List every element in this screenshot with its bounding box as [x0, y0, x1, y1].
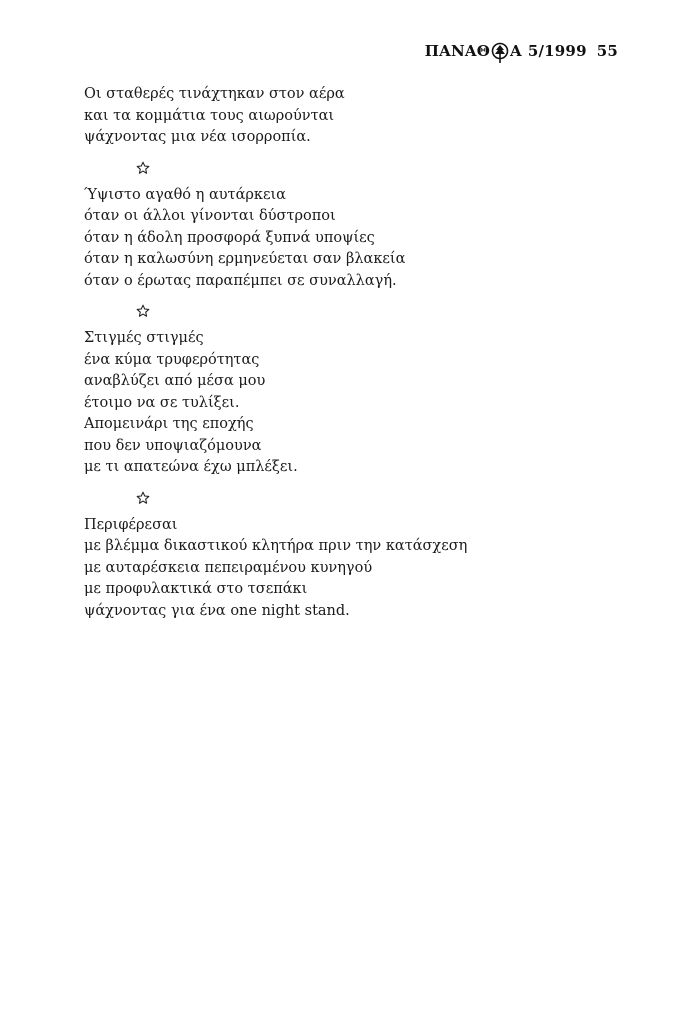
page-header [425, 40, 618, 62]
poem-line: με βλέμμα δικαστικού κλητήρα πριν την κατάσχεση [84, 538, 468, 554]
poem-line: ψάχνοντας για ένα one night stand. [84, 602, 350, 619]
poem-line: Στιγμές στιγμές [84, 330, 204, 346]
poem-line: με τι απατεώνα έχω μπλέξει. [84, 459, 298, 475]
star-outline-icon [84, 479, 604, 515]
stanza-2 [84, 185, 604, 293]
tree-emblem-icon [491, 42, 509, 64]
publication-title [425, 40, 522, 62]
star-outline-icon [84, 149, 604, 185]
poem-line: Περιφέρεσαι [84, 516, 178, 533]
poem-line: Ύψιστο αγαθό η αυτάρκεια [84, 186, 286, 203]
poem-line: Απομεινάρι της εποχής [84, 416, 254, 432]
stanza-1 [84, 84, 604, 149]
poem-line: ψάχνοντας μια νέα ισορροπία. [84, 129, 311, 145]
poem-line: έτοιμο να σε τυλίξει. [84, 394, 240, 411]
poem-line: με αυταρέσκεια πεπειραμένου κυνηγού [84, 559, 373, 576]
poem-line: Οι σταθερές τινάχτηκαν στον αέρα [84, 86, 345, 102]
poem-line: και τα κομμάτια τους αιωρούνται [84, 107, 335, 124]
poem-line: με προφυλακτικά στο τσεπάκι [84, 581, 308, 597]
page-number: 55 [596, 42, 618, 60]
poem-line: όταν οι άλλοι γίνονται δύστροποι [84, 208, 336, 224]
poem-line: όταν η καλωσύνη ερμηνεύεται σαν βλακεία [84, 251, 406, 267]
star-outline-icon [84, 292, 604, 328]
poem-line: αναβλύζει από μέσα μου [84, 373, 266, 389]
poem-line: ένα κύμα τρυφερότητας [84, 351, 260, 368]
poem-line: που δεν υποψιαζόμουνα [84, 437, 262, 454]
publication-name-start: ΠΑΝΑΘ [424, 42, 490, 60]
publication-name-end: Α [510, 42, 522, 60]
poem-line: όταν η άδολη προσφορά ξυπνά υποψίες [84, 229, 375, 246]
poem-line: όταν ο έρωτας παραπέμπει σε συναλλαγή. [84, 272, 397, 289]
issue-number: 5/1999 [527, 42, 587, 60]
stanza-3 [84, 328, 604, 479]
stanza-4 [84, 515, 604, 623]
poem-body [84, 84, 604, 622]
